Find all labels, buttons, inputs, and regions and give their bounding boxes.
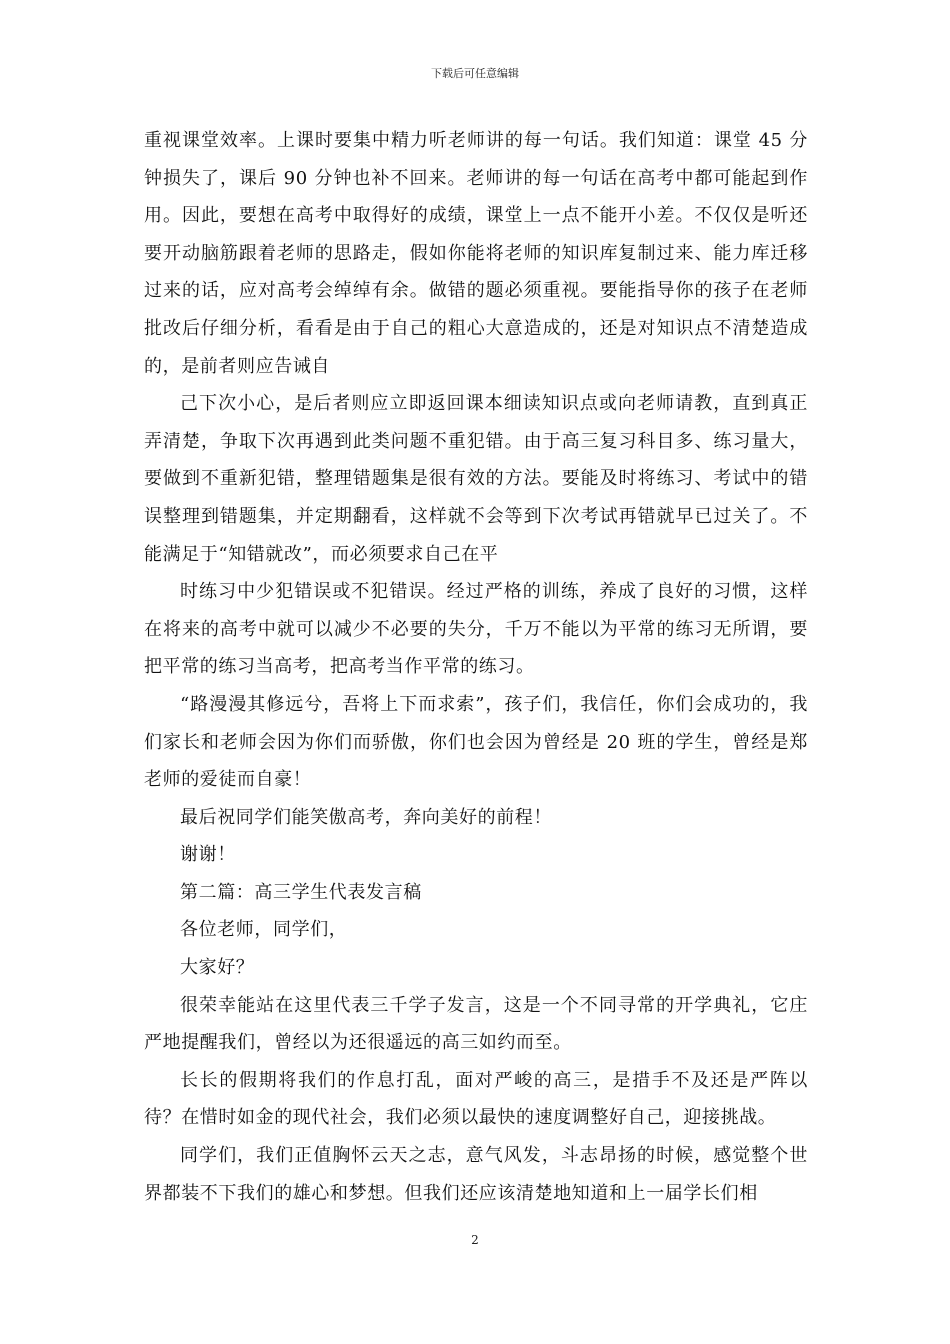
paragraph-encouragement: “路漫漫其修远兮，吾将上下而求索”，孩子们，我信任，你们会成功的，我们家长和老师会因为你们而骄傲，你们也会因为曾经是 20 班的学生，曾经是郑老师的爱徒而自豪！ [144,693,808,791]
paragraph-best-wishes: 最后祝同学们能笑傲高考，奔向美好的前程！ [180,806,552,828]
paragraph-classroom-efficiency: 重视课堂效率。上课时要集中精力听老师讲的每一句话。我们知道：课堂 45 分钟损失了，课后 90 分钟也补不回来。老师讲的每一句话在高考中都可能起到作用。因此，要想在高考中取得好的成绩，课堂上一点不能开小差。不仅仅是听还要开动脑筋跟着老师的思路走，假如你能将老师的知识库复制过来、能力库迁移过来的话，应对高考会绰绰有余。做错的题必须重视。要能指导你的孩子在老师批改后仔细分析，看看是由于自己的粗心大意造成的，还是对知识点不清楚造成的，是前者则应告诫自 [144,130,808,377]
paragraph-error-notebook: 己下次小心，是后者则应立即返回课本细读知识点或向老师请教，直到真正弄清楚，争取下次再遇到此类问题不重犯错。由于高三复习科目多、练习量大，要做到不重新犯错，整理错题集是很有效的方法。要能及时将练习、考试中的错误整理到错题集，并定期翻看，这样就不会等到下次考试再错就早已过关了。不能满足于“知错就改”，而必须要求自己在平 [144,393,808,565]
paragraph-greeting: 大家好？ [180,957,255,979]
page-number: 2 [471,1233,479,1247]
page-header: 下载后可任意编辑 [431,67,519,80]
paragraph-salutation: 各位老师，同学们， [180,919,348,941]
paragraph-honor: 很荣幸能站在这里代表三千学子发言，这是一个不同寻常的开学典礼，它庄严地提醒我们，曾经以为还很遥远的高三如约而至。 [144,994,808,1054]
paragraph-ambition: 同学们，我们正值胸怀云天之志，意气风发，斗志昂扬的时候，感觉整个世界都装不下我们的雄心和梦想。但我们还应该清楚地知道和上一届学长们相 [144,1145,808,1204]
paragraph-holiday: 长长的假期将我们的作息打乱，面对严峻的高三，是措手不及还是严阵以待？在惜时如金的现代社会，我们必须以最快的速度调整好自己，迎接挑战。 [144,1069,808,1129]
document-body [144,122,808,1212]
section-title-second-speech: 第二篇：高三学生代表发言稿 [180,881,422,903]
paragraph-thanks: 谢谢！ [180,844,236,866]
paragraph-practice-habits: 时练习中少犯错误或不犯错误。经过严格的训练，养成了良好的习惯，这样在将来的高考中就可以减少不必要的失分，千万不能以为平常的练习无所谓，要把平常的练习当高考，把高考当作平常的练习。 [144,581,808,678]
